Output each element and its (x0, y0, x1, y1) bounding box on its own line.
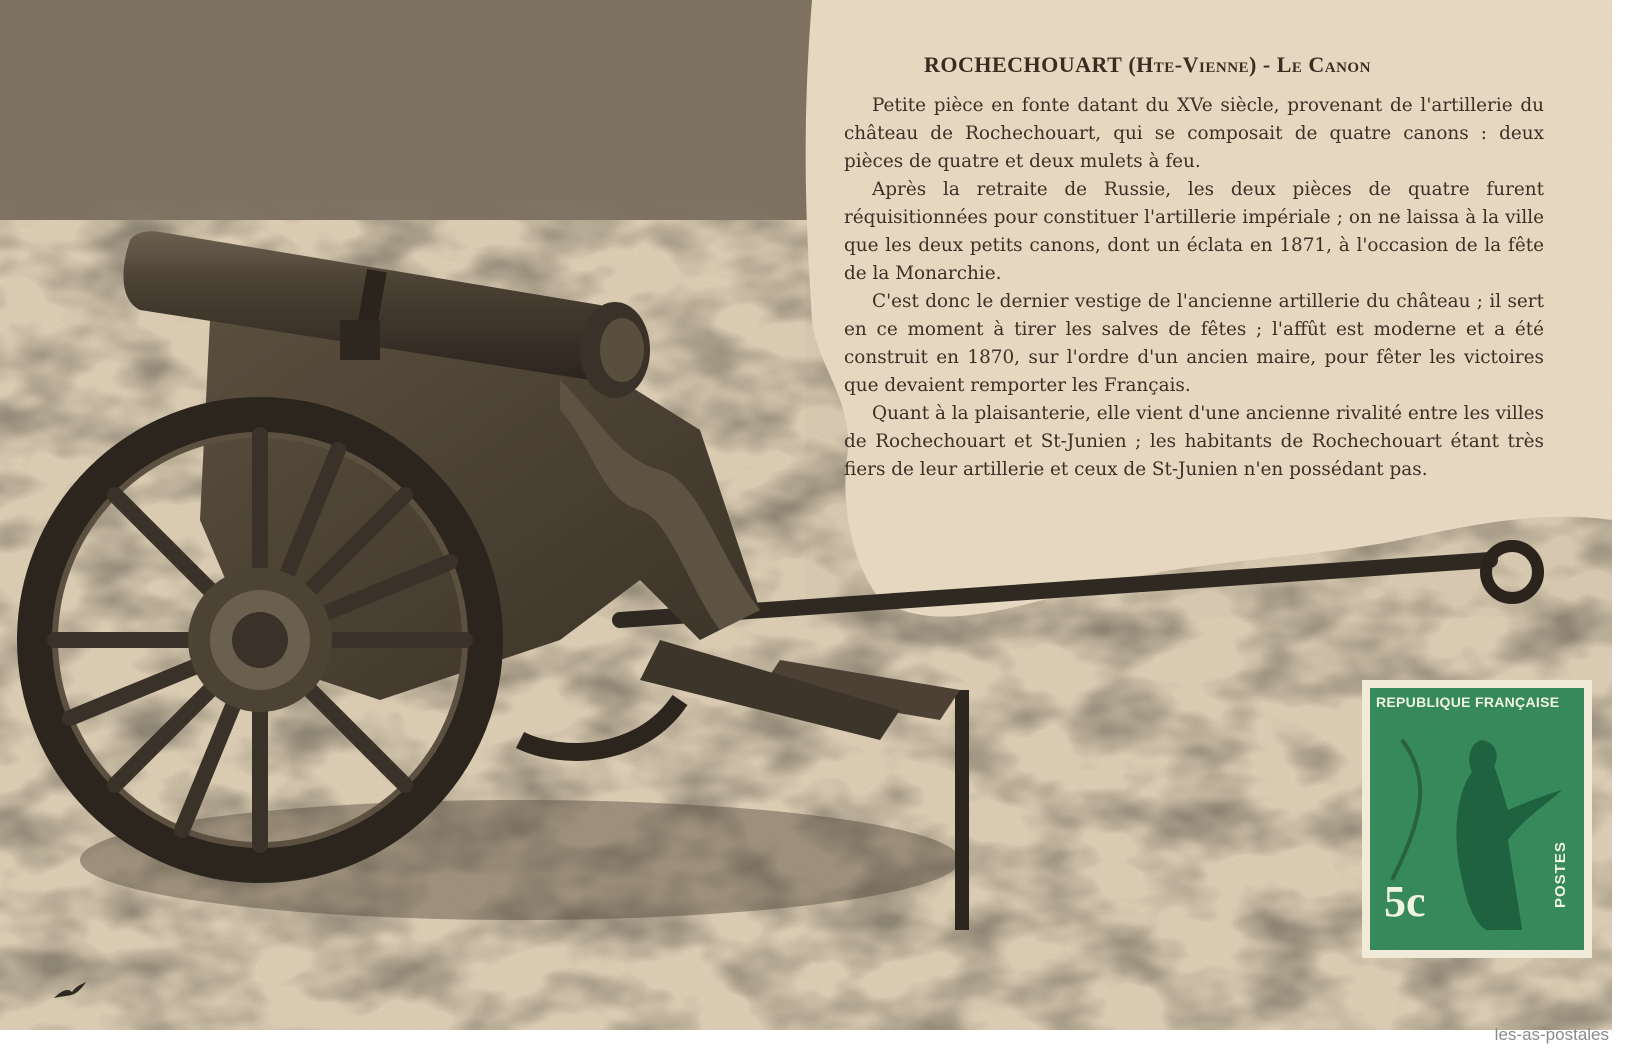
wheel (35, 415, 485, 865)
text-panel (812, 20, 1572, 540)
paragraph: C'est donc le dernier vestige de l'ancienne artillerie du château ; il sert en ce moment à tirer les salves de fêtes ; l'affût est moderne et a été construit en 1870, sur l'ordre d'un ancien maire, pour fêter les victoires que devaient remporter les Français. (844, 291, 1544, 396)
postage-stamp (1362, 680, 1592, 958)
paragraph: Quant à la plaisanterie, elle vient d'une ancienne rivalité entre les villes de Rochechouart et St-Junien ; les habitants de Rochechouart étant très fiers de leur artillerie et ceux de St-Junien n'en possédant pas. (844, 403, 1544, 480)
swallow-icon (52, 980, 88, 1002)
stamp-value: 5c (1384, 877, 1426, 926)
paragraph: Après la retraite de Russie, les deux pièces de quatre furent réquisitionnées pour constituer l'artillerie impériale ; on ne laissa à la ville que les deux petits canons, dont un éclata en 1871, à l'occasion de la fête de la Monarchie. (844, 179, 1544, 284)
title-separator: - (1262, 52, 1271, 77)
title-place: ROCHECHOUART (924, 52, 1123, 77)
paragraph: Petite pièce en fonte datant du XVe siècle, provenant de l'artillerie du château de Rochechouart, qui se composait de quatre canons : deux pièces de quatre et deux mulets à feu. (844, 95, 1544, 172)
postcard-title (924, 52, 1524, 78)
title-subject: Le Canon (1276, 52, 1371, 77)
title-region: (Hte-Vienne) (1128, 52, 1257, 77)
footer-credit: les-as-postales (1494, 1025, 1609, 1044)
stamp-country: REPUBLIQUE FRANÇAISE (1376, 694, 1560, 710)
description-text (844, 92, 1544, 484)
stamp-service: POSTES (1552, 841, 1569, 908)
